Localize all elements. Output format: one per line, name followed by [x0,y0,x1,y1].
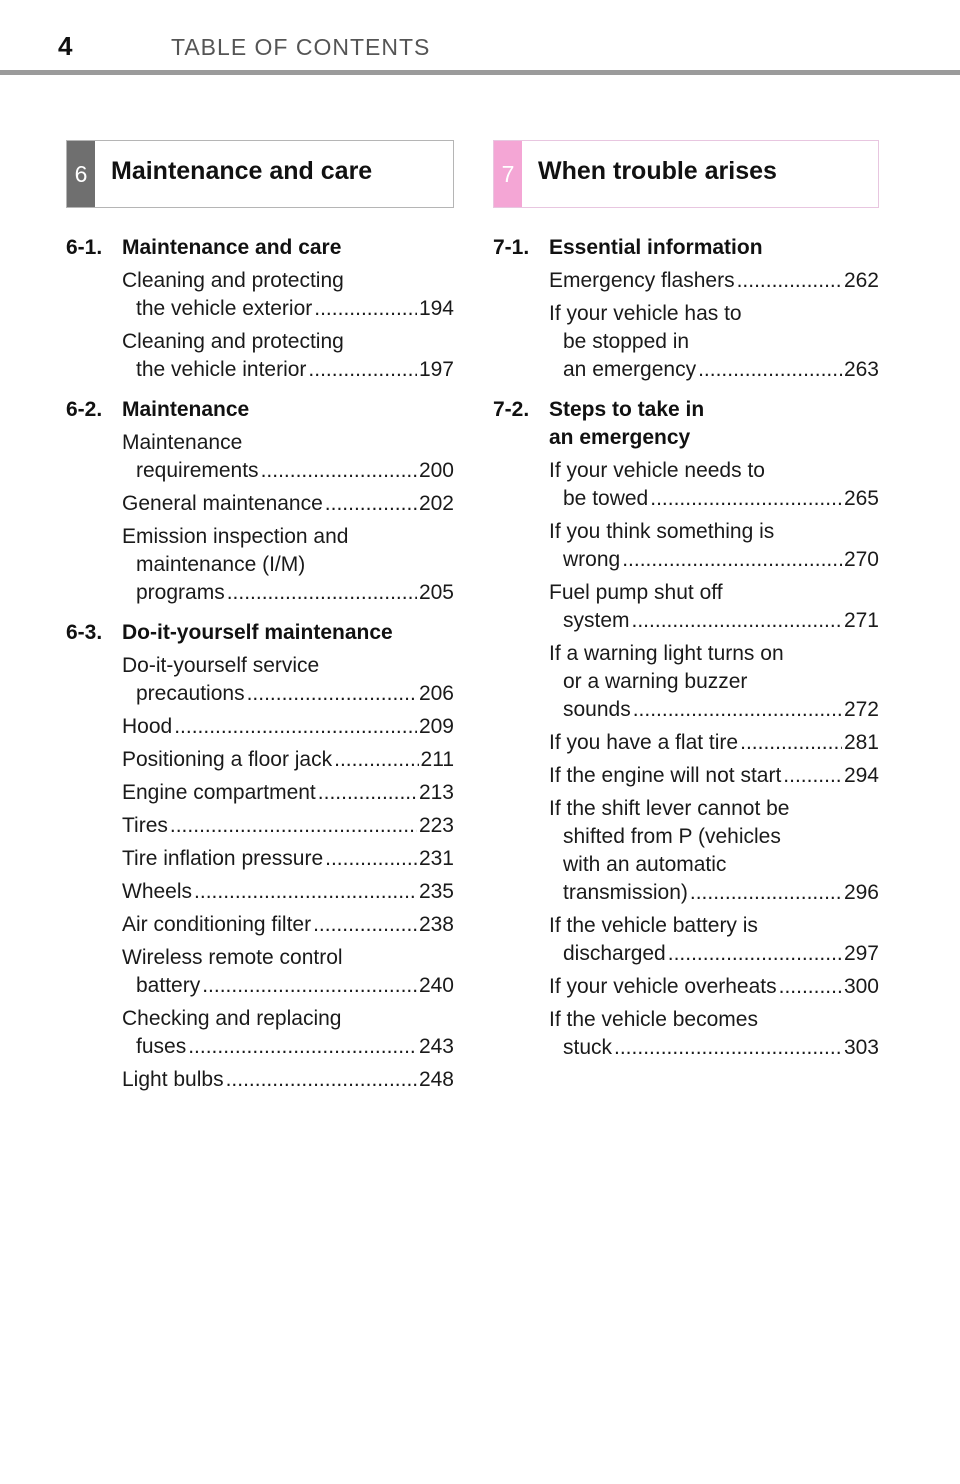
page-reference: 205 [418,581,454,604]
entry-title-line: If the vehicle battery is [549,914,758,937]
dot-leader [334,746,418,774]
entry-title-line: If your vehicle needs to [549,459,765,482]
toc-list [493,234,879,1067]
page-reference: 202 [418,492,454,515]
toc-entry[interactable] [122,746,454,774]
entry-title-line: the vehicle interior [136,358,307,381]
toc-entry[interactable] [122,911,454,939]
page-title: TABLE OF CONTENTS [171,34,431,60]
page-reference: 272 [843,698,879,721]
entry-title-line: wrong [563,548,621,571]
chapter-number: 6-3. [66,621,103,644]
dot-leader [622,546,842,574]
toc-entry[interactable] [549,795,879,907]
page-reference: 200 [418,459,454,482]
page-reference: 248 [418,1068,454,1091]
entry-title-line: Tires [122,814,168,837]
toc-entry[interactable] [549,300,879,384]
dot-leader [740,729,842,757]
page-reference: 297 [843,942,879,965]
section-number-badge: 6 [67,141,95,207]
chapter-title-line: Essential information [549,236,763,259]
page-reference: 263 [843,358,879,381]
dot-leader [247,680,417,708]
toc-entry[interactable] [122,490,454,518]
page-reference: 231 [418,847,454,870]
page-reference: 213 [418,781,454,804]
section-header [66,140,454,208]
dot-leader [633,696,842,724]
page-reference: 303 [843,1036,879,1059]
chapter-title-line: Maintenance [122,398,250,421]
toc-entry[interactable] [549,518,879,574]
entry-title-line: an emergency [563,358,697,381]
dot-leader [174,713,417,741]
dot-leader [308,356,417,384]
toc-entry[interactable] [122,944,454,1000]
dot-leader [632,607,842,635]
toc-chapter[interactable] [66,234,454,262]
page-reference: 271 [843,609,879,632]
page-reference: 197 [418,358,454,381]
entry-title-line: Wireless remote control [122,946,343,969]
toc-entry[interactable] [122,845,454,873]
dot-leader [314,295,417,323]
dot-leader [188,1033,417,1061]
toc-chapter[interactable] [66,619,454,647]
page-reference: 243 [418,1035,454,1058]
entry-title-line: If the engine will not start [549,764,782,787]
entry-title-line: Checking and replacing [122,1007,342,1030]
entry-title-line: precautions [136,682,245,705]
entry-title-line: Cleaning and protecting [122,330,344,353]
section-title: Maintenance and care [111,157,373,185]
page-reference: 270 [843,548,879,571]
entry-title-line: transmission) [563,881,688,904]
section-header [493,140,879,208]
toc-list [66,234,454,1099]
dot-leader [325,845,417,873]
entry-title-line: requirements [136,459,259,482]
toc-entry[interactable] [122,328,454,384]
page-reference: 211 [420,748,454,771]
entry-title-line: maintenance (I/M) [136,553,306,576]
page-reference: 294 [843,764,879,787]
dot-leader [668,940,842,968]
page-reference: 235 [418,880,454,903]
entry-title-line: fuses [136,1035,187,1058]
dot-leader [170,812,417,840]
toc-entry[interactable] [549,762,879,790]
toc-chapter[interactable] [493,234,879,262]
chapter-number: 6-2. [66,398,103,421]
entry-title-line: or a warning buzzer [563,670,748,693]
page-reference: 300 [843,975,879,998]
entry-title-line: shifted from P (vehicles [563,825,781,848]
dot-leader [226,1066,417,1094]
entry-title-line: If you think something is [549,520,775,543]
entry-title-line: Fuel pump shut off [549,581,723,604]
dot-leader [737,267,842,295]
chapter-title-line: Steps to take in [549,398,705,421]
toc-entry[interactable] [122,1066,454,1094]
dot-leader [783,762,842,790]
dot-leader [690,879,842,907]
entry-title-line: the vehicle exterior [136,297,313,320]
toc-entry[interactable] [549,267,879,295]
dot-leader [194,878,417,906]
entry-title-line: If a warning light turns on [549,642,784,665]
toc-chapter[interactable] [493,396,879,452]
toc-entry[interactable] [122,779,454,807]
entry-title-line: Maintenance [122,431,243,454]
toc-entry[interactable] [122,812,454,840]
chapter-number: 6-1. [66,236,103,259]
page-reference: 265 [843,487,879,510]
dot-leader [779,973,842,1001]
dot-leader [261,457,417,485]
toc-entry[interactable] [122,429,454,485]
chapter-number: 7-1. [493,236,530,259]
entry-title-line: Cleaning and protecting [122,269,344,292]
chapter-title-line: Do-it-yourself maintenance [122,621,393,644]
page-reference: 206 [418,682,454,705]
entry-title-line: be stopped in [563,330,690,353]
entry-title-line: Hood [122,715,173,738]
entry-title-line: Do-it-yourself service [122,654,320,677]
entry-title-line: discharged [563,942,666,965]
toc-entry[interactable] [549,912,879,968]
toc-entry[interactable] [549,729,879,757]
dot-leader [614,1034,842,1062]
toc-entry[interactable] [122,523,454,607]
dot-leader [313,911,417,939]
dot-leader [202,972,417,1000]
entry-title-line: Light bulbs [122,1068,224,1091]
section-number-badge: 7 [494,141,522,207]
entry-title-line: If you have a flat tire [549,731,739,754]
entry-title-line: system [563,609,630,632]
entry-title-line: Emergency flashers [549,269,735,292]
entry-title-line: General maintenance [122,492,323,515]
toc-entry[interactable] [549,973,879,1001]
toc-entry[interactable] [122,652,454,708]
page-header [0,0,960,76]
page-number: 4 [58,31,73,61]
dot-leader [650,485,842,513]
toc-entry[interactable] [549,579,879,635]
entry-title-line: stuck [563,1036,613,1059]
page-reference: 194 [418,297,454,320]
entry-title-line: Emission inspection and [122,525,349,548]
toc-entry[interactable] [549,457,879,513]
toc-entry[interactable] [122,267,454,323]
page-reference: 240 [418,974,454,997]
entry-title-line: with an automatic [563,853,727,876]
dot-leader [325,490,417,518]
entry-title-line: sounds [563,698,631,721]
dot-leader [227,579,417,607]
chapter-title-line: an emergency [549,426,691,449]
entry-title-line: If the shift lever cannot be [549,797,790,820]
chapter-title-line: Maintenance and care [122,236,342,259]
toc-entry[interactable] [122,713,454,741]
toc-entry[interactable] [549,1006,879,1062]
entry-title-line: If your vehicle has to [549,302,742,325]
entry-title-line: Tire inflation pressure [122,847,324,870]
entry-title-line: Wheels [122,880,193,903]
page-reference: 296 [843,881,879,904]
header-divider [0,70,960,75]
page-reference: 262 [843,269,879,292]
toc-entry[interactable] [122,1005,454,1061]
entry-title-line: be towed [563,487,649,510]
entry-title-line: If your vehicle overheats [549,975,777,998]
page-reference: 238 [418,913,454,936]
section-title: When trouble arises [538,157,777,185]
dot-leader [318,779,417,807]
entry-title-line: If the vehicle becomes [549,1008,758,1031]
entry-title-line: programs [136,581,225,604]
toc-entry[interactable] [549,640,879,724]
chapter-number: 7-2. [493,398,530,421]
entry-title-line: Engine compartment [122,781,316,804]
page-reference: 281 [843,731,879,754]
page-reference: 223 [418,814,454,837]
toc-chapter[interactable] [66,396,454,424]
entry-title-line: Air conditioning filter [122,913,312,936]
dot-leader [698,356,842,384]
entry-title-line: Positioning a floor jack [122,748,333,771]
entry-title-line: battery [136,974,201,997]
toc-entry[interactable] [122,878,454,906]
page-reference: 209 [418,715,454,738]
